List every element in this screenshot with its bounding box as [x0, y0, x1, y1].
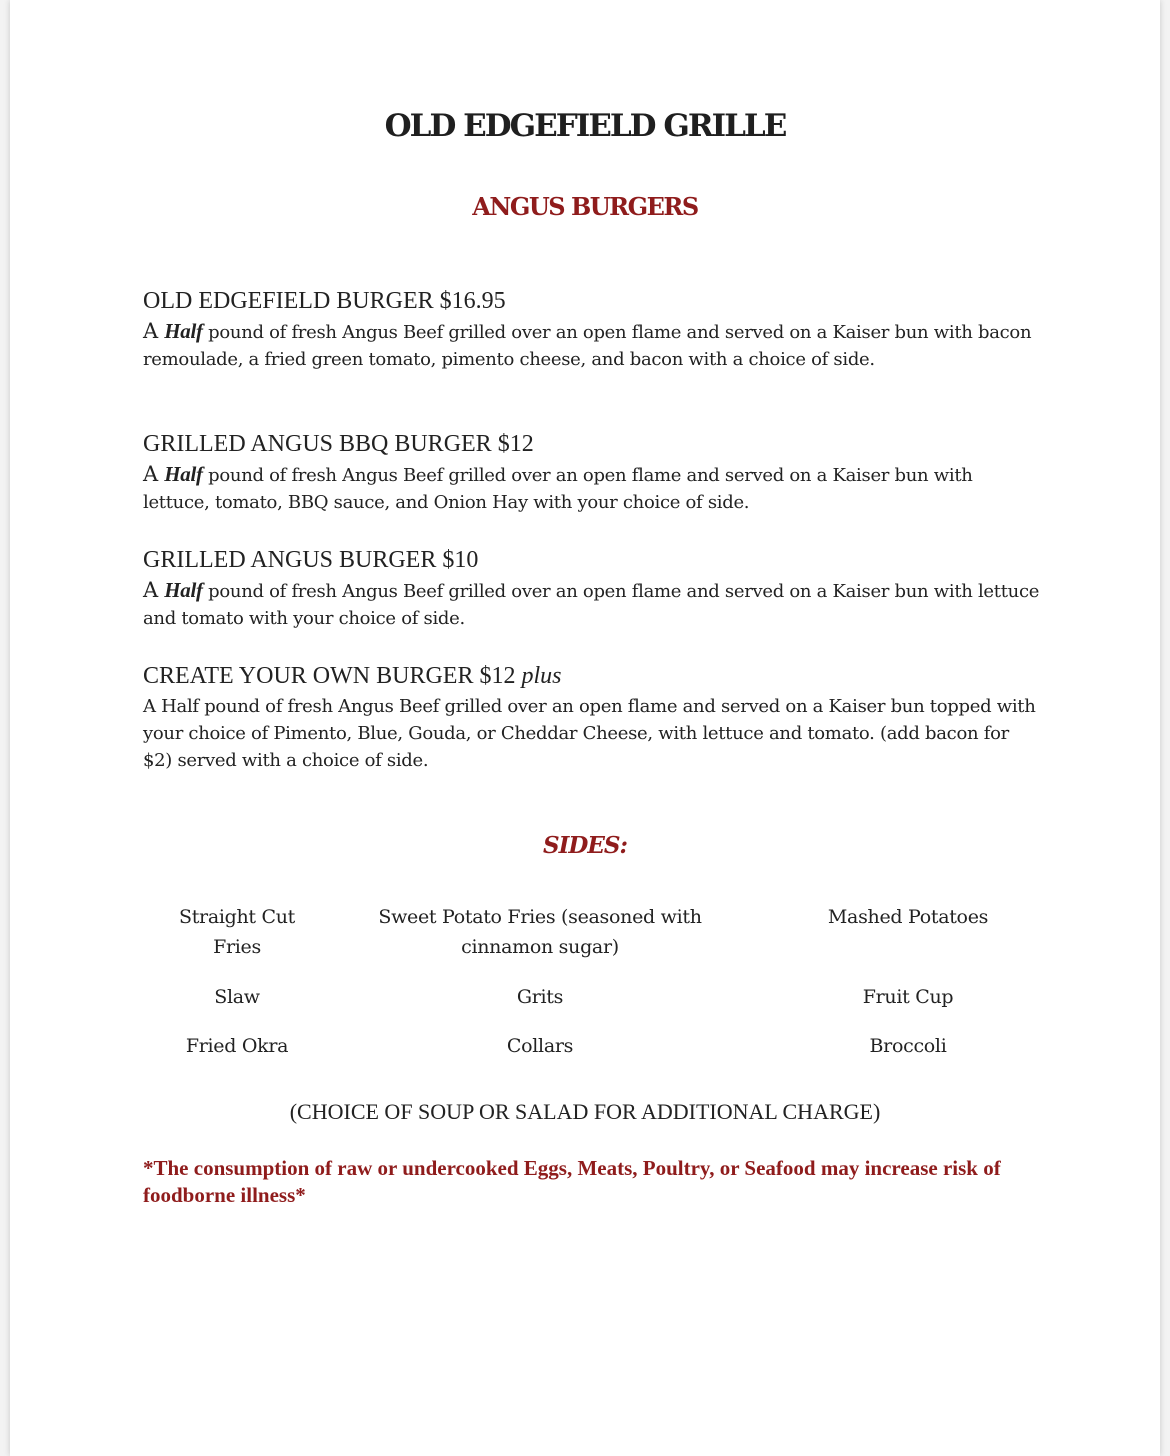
restaurant-title: OLD EDGEFIELD GRILLE: [384, 108, 786, 144]
soup-salad-note: (CHOICE OF SOUP OR SALAD FOR ADDITIONAL CHARGE): [289, 1099, 881, 1124]
side-item: Collars: [506, 1035, 574, 1057]
section-title: ANGUS BURGERS: [472, 192, 698, 221]
side-item: Sweet Potato Fries (seasoned with cinnamon sugar): [378, 906, 702, 958]
item-name: CREATE YOUR OWN BURGER $12 plus: [143, 663, 562, 689]
side-item: Fruit Cup: [862, 986, 954, 1008]
side-item: Slaw: [214, 986, 260, 1008]
item-description: A Half pound of fresh Angus Beef grilled over an open flame and served on a Kaiser bun topped with your choice of Pimento, Blue, Gouda, or Cheddar Cheese, with lettuce and tomato. (add bacon for $2) served with a choice of side.: [143, 696, 1036, 771]
item-name: GRILLED ANGUS BURGER $10: [143, 547, 479, 573]
item-description: A Half pound of fresh Angus Beef grilled over an open flame and served on a Kaiser bun with bacon remoulade, a fried green tomato, pimento cheese, and bacon with a choice of side.: [143, 319, 1032, 370]
food-safety-warning: *The consumption of raw or undercooked Eggs, Meats, Poultry, or Seafood may increase risk of foodborne illness*: [143, 1156, 1001, 1207]
menu-item: [143, 287, 1043, 373]
sides-title: SIDES:: [543, 832, 627, 859]
side-item: Mashed Potatoes: [827, 906, 989, 928]
side-item: Fried Okra: [185, 1035, 289, 1057]
side-item: Broccoli: [869, 1035, 947, 1057]
menu-item: [143, 430, 1043, 516]
menu-item: [143, 546, 1043, 632]
menu-item: [143, 662, 1043, 774]
item-description: A Half pound of fresh Angus Beef grilled over an open flame and served on a Kaiser bun with lettuce and tomato with your choice of side.: [143, 578, 1040, 629]
side-item: Grits: [516, 986, 564, 1008]
menu-page: [10, 0, 1160, 1456]
item-name: GRILLED ANGUS BBQ BURGER $12: [143, 431, 534, 457]
side-item: Straight Cut Fries: [178, 906, 296, 958]
item-name: OLD EDGEFIELD BURGER $16.95: [143, 288, 506, 314]
item-description: A Half pound of fresh Angus Beef grilled over an open flame and served on a Kaiser bun with lettuce, tomato, BBQ sauce, and Onion Hay with your choice of side.: [143, 462, 973, 513]
